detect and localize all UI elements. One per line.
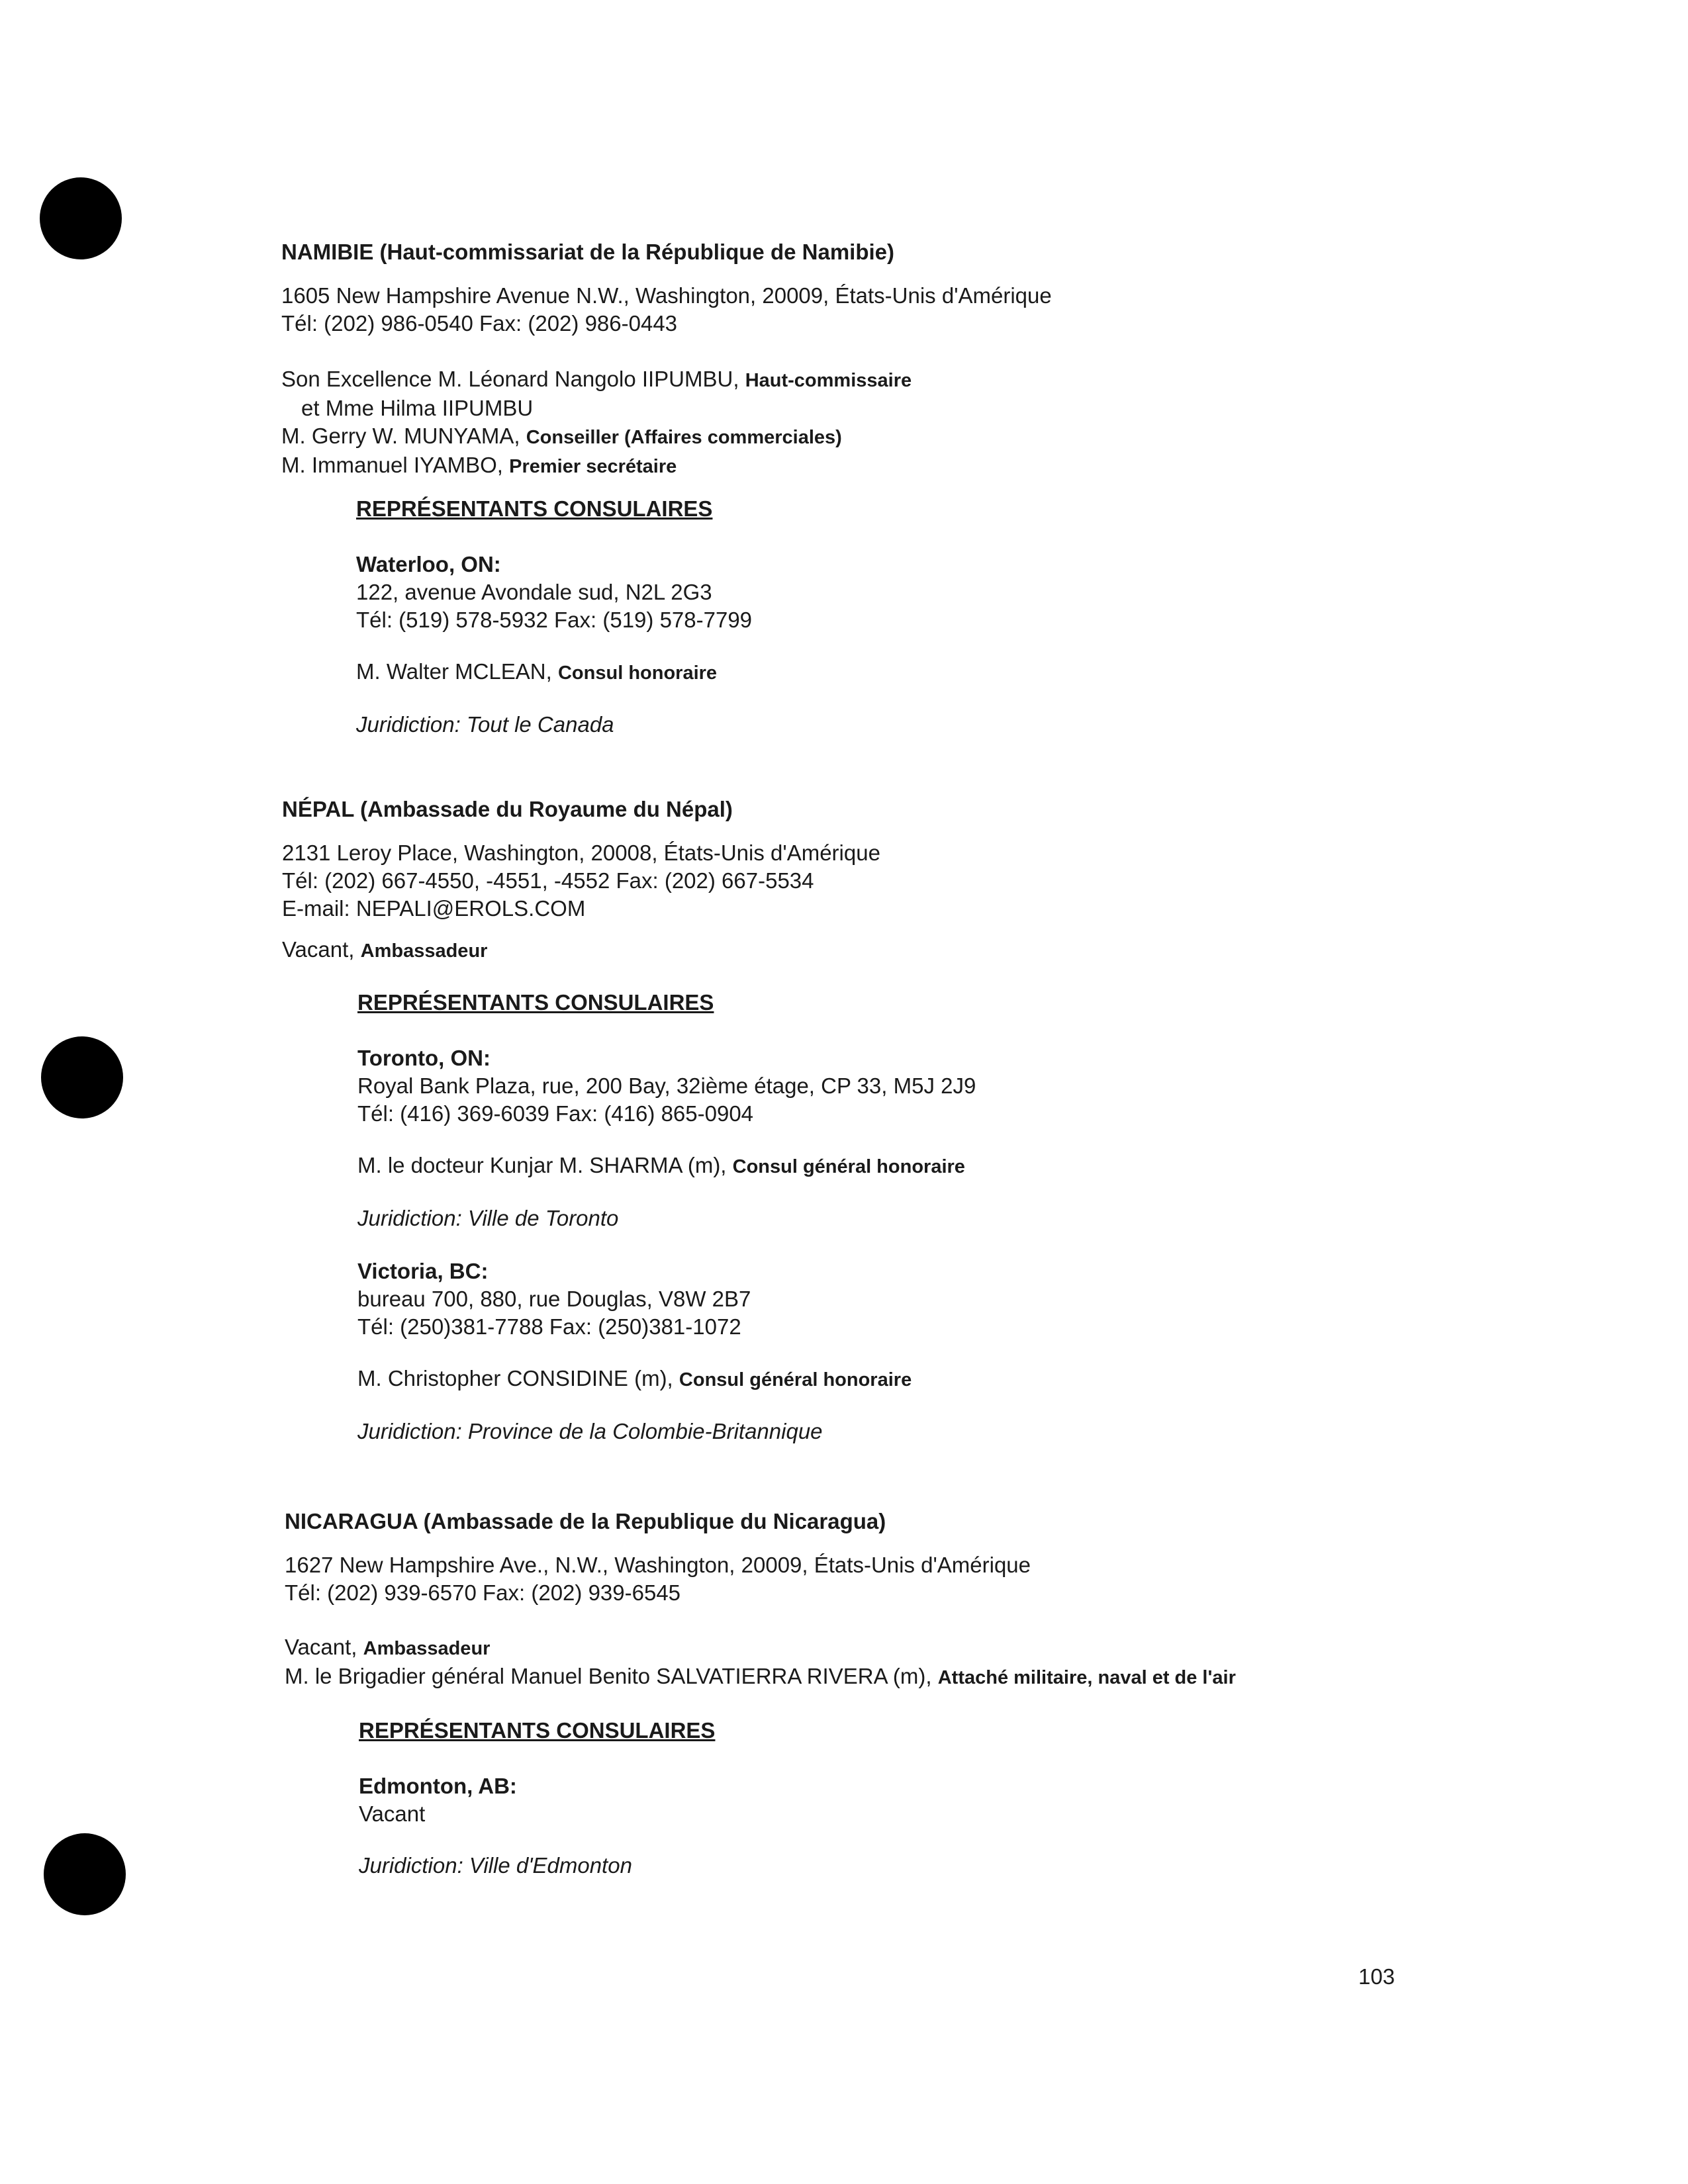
punch-hole-middle xyxy=(41,1036,123,1118)
consulate-city: Waterloo, ON: xyxy=(356,552,501,576)
consular-section-nepal xyxy=(357,989,976,1445)
staff-line xyxy=(281,365,1052,394)
person-role: Ambassadeur xyxy=(360,940,488,962)
jurisdiction-label: Juridiction: xyxy=(357,1206,468,1230)
consul-name: M. le docteur Kunjar M. SHARMA (m), xyxy=(357,1153,733,1177)
entry-title: NICARAGUA (Ambassade de la Republique du Nicaragua) xyxy=(285,1509,886,1533)
consul-line xyxy=(356,658,752,687)
consul-role: Consul général honoraire xyxy=(732,1156,965,1177)
staff-line xyxy=(281,451,1052,480)
entry-namibie xyxy=(281,238,1052,480)
consulate-address: Royal Bank Plaza, rue, 200 Bay, 32ième étage, CP 33, M5J 2J9 xyxy=(357,1073,976,1098)
staff-line xyxy=(285,1662,1236,1692)
spouse-line: et Mme Hilma IIPUMBU xyxy=(301,396,534,420)
entry-title: NAMIBIE (Haut-commissariat de la République de Namibie) xyxy=(281,240,894,264)
page-number: 103 xyxy=(1358,1964,1395,1989)
consulate-address: bureau 700, 880, rue Douglas, V8W 2B7 xyxy=(357,1287,751,1311)
punch-hole-top xyxy=(40,177,122,259)
jurisdiction xyxy=(357,1418,976,1445)
jurisdiction-label: Juridiction: xyxy=(357,1419,468,1443)
person-role: Ambassadeur xyxy=(363,1638,491,1659)
consular-section-namibie xyxy=(356,495,752,739)
consular-heading: REPRÉSENTANTS CONSULAIRES xyxy=(356,496,713,521)
consul-name: M. Walter MCLEAN, xyxy=(356,659,558,684)
entry-title: NÉPAL (Ambassade du Royaume du Népal) xyxy=(282,797,733,821)
consular-heading: REPRÉSENTANTS CONSULAIRES xyxy=(359,1718,716,1743)
consulate-status: Vacant xyxy=(359,1801,426,1826)
consulate-city: Toronto, ON: xyxy=(357,1046,491,1070)
consul-role: Consul honoraire xyxy=(557,662,718,684)
address: 1605 New Hampshire Avenue N.W., Washington, 20009, États-Unis d'Amérique xyxy=(281,283,1052,308)
person-name: M. Gerry W. MUNYAMA, xyxy=(281,424,526,448)
phone-fax: Tél: (202) 986-0540 Fax: (202) 986-0443 xyxy=(281,311,678,336)
entry-nicaragua xyxy=(285,1508,1236,1692)
jurisdiction-value: Province de la Colombie-Britannique xyxy=(467,1419,823,1443)
email: E-mail: NEPALI@EROLS.COM xyxy=(282,896,586,921)
person-role: Attaché militaire, naval et de l'air xyxy=(937,1667,1236,1688)
consular-heading: REPRÉSENTANTS CONSULAIRES xyxy=(357,990,714,1015)
staff-line xyxy=(281,422,1052,451)
consul-name: M. Christopher CONSIDINE (m), xyxy=(357,1366,679,1390)
phone-fax: Tél: (202) 939-6570 Fax: (202) 939-6545 xyxy=(285,1580,681,1605)
consul-line xyxy=(357,1365,976,1394)
jurisdiction-value: Tout le Canada xyxy=(466,712,614,737)
consul-line xyxy=(357,1152,976,1181)
jurisdiction-value: Ville de Toronto xyxy=(467,1206,619,1230)
person-name: M. Immanuel IYAMBO, xyxy=(281,453,510,477)
jurisdiction-label: Juridiction: xyxy=(359,1853,469,1878)
consulate-phone-fax: Tél: (250)381-7788 Fax: (250)381-1072 xyxy=(357,1314,741,1339)
entry-nepal xyxy=(282,796,880,965)
phone-fax: Tél: (202) 667-4550, -4551, -4552 Fax: (202) 667-5534 xyxy=(282,868,814,893)
consulate-phone-fax: Tél: (519) 578-5932 Fax: (519) 578-7799 xyxy=(356,608,753,632)
staff-line xyxy=(282,936,880,965)
consulate-address: 122, avenue Avondale sud, N2L 2G3 xyxy=(356,580,712,604)
jurisdiction xyxy=(359,1852,715,1880)
consular-section-nicaragua xyxy=(359,1717,715,1880)
consulate-phone-fax: Tél: (416) 369-6039 Fax: (416) 865-0904 xyxy=(357,1101,754,1126)
address: 2131 Leroy Place, Washington, 20008, États-Unis d'Amérique xyxy=(282,841,880,865)
jurisdiction xyxy=(356,711,752,739)
person-name: Vacant, xyxy=(285,1635,363,1659)
person-name: M. le Brigadier général Manuel Benito SALVATIERRA RIVERA (m), xyxy=(285,1664,938,1688)
person-name: Son Excellence M. Léonard Nangolo IIPUMBU, xyxy=(281,367,745,391)
address: 1627 New Hampshire Ave., N.W., Washington, 20009, États-Unis d'Amérique xyxy=(285,1553,1031,1577)
jurisdiction xyxy=(357,1205,976,1232)
person-name: Vacant, xyxy=(282,937,361,962)
consulate-city: Edmonton, AB: xyxy=(359,1774,517,1798)
person-role: Premier secrétaire xyxy=(509,456,677,477)
person-role: Haut-commissaire xyxy=(745,370,912,391)
staff-line xyxy=(285,1633,1236,1662)
consulate-city: Victoria, BC: xyxy=(357,1259,489,1283)
jurisdiction-label: Juridiction: xyxy=(356,712,467,737)
punch-hole-bottom xyxy=(44,1833,126,1915)
consul-role: Consul général honoraire xyxy=(679,1369,912,1390)
person-role: Conseiller (Affaires commerciales) xyxy=(526,427,842,448)
jurisdiction-value: Ville d'Edmonton xyxy=(469,1853,632,1878)
